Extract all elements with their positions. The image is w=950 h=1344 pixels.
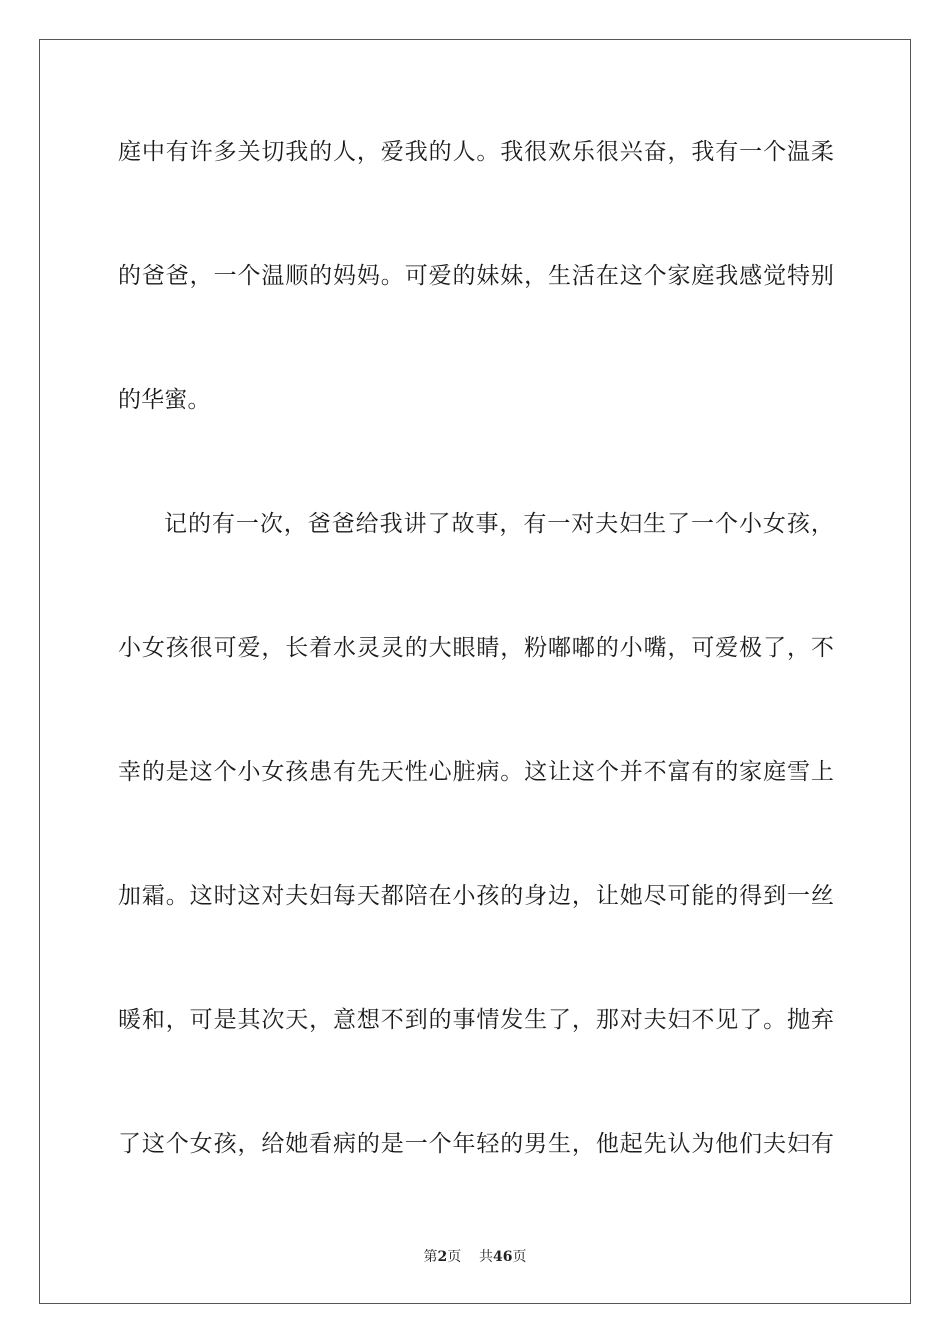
page-footer [0, 1248, 950, 1266]
text-line: 小女孩很可爱，长着水灵灵的大眼睛，粉嘟嘟的小嘴，可爱极了，不 [118, 635, 834, 661]
text-line: 了这个女孩，给她看病的是一个年轻的男生，他起先认为他们夫妇有 [118, 1131, 834, 1157]
text-line: 加霜。这时这对夫妇每天都陪在小孩的身边，让她尽可能的得到一丝 [118, 883, 834, 909]
text-line: 的华蜜。 [118, 387, 211, 413]
page-border [39, 39, 911, 1304]
paragraph-first-line: 记的有一次，爸爸给我讲了故事，有一对夫妇生了一个小女孩， [164, 511, 834, 537]
total-pages-label: 共46页 [479, 1249, 527, 1265]
text-line: 庭中有许多关切我的人，爱我的人。我很欢乐很兴奋，我有一个温柔 [118, 139, 834, 165]
text-line: 的爸爸，一个温顺的妈妈。可爱的妹妹，生活在这个家庭我感觉特别 [118, 263, 834, 289]
text-line: 幸的是这个小女孩患有先天性心脏病。这让这个并不富有的家庭雪上 [118, 759, 834, 785]
page-number-label: 第2页 [423, 1249, 462, 1265]
text-line: 暖和，可是其次天，意想不到的事情发生了，那对夫妇不见了。抛弃 [118, 1007, 834, 1033]
